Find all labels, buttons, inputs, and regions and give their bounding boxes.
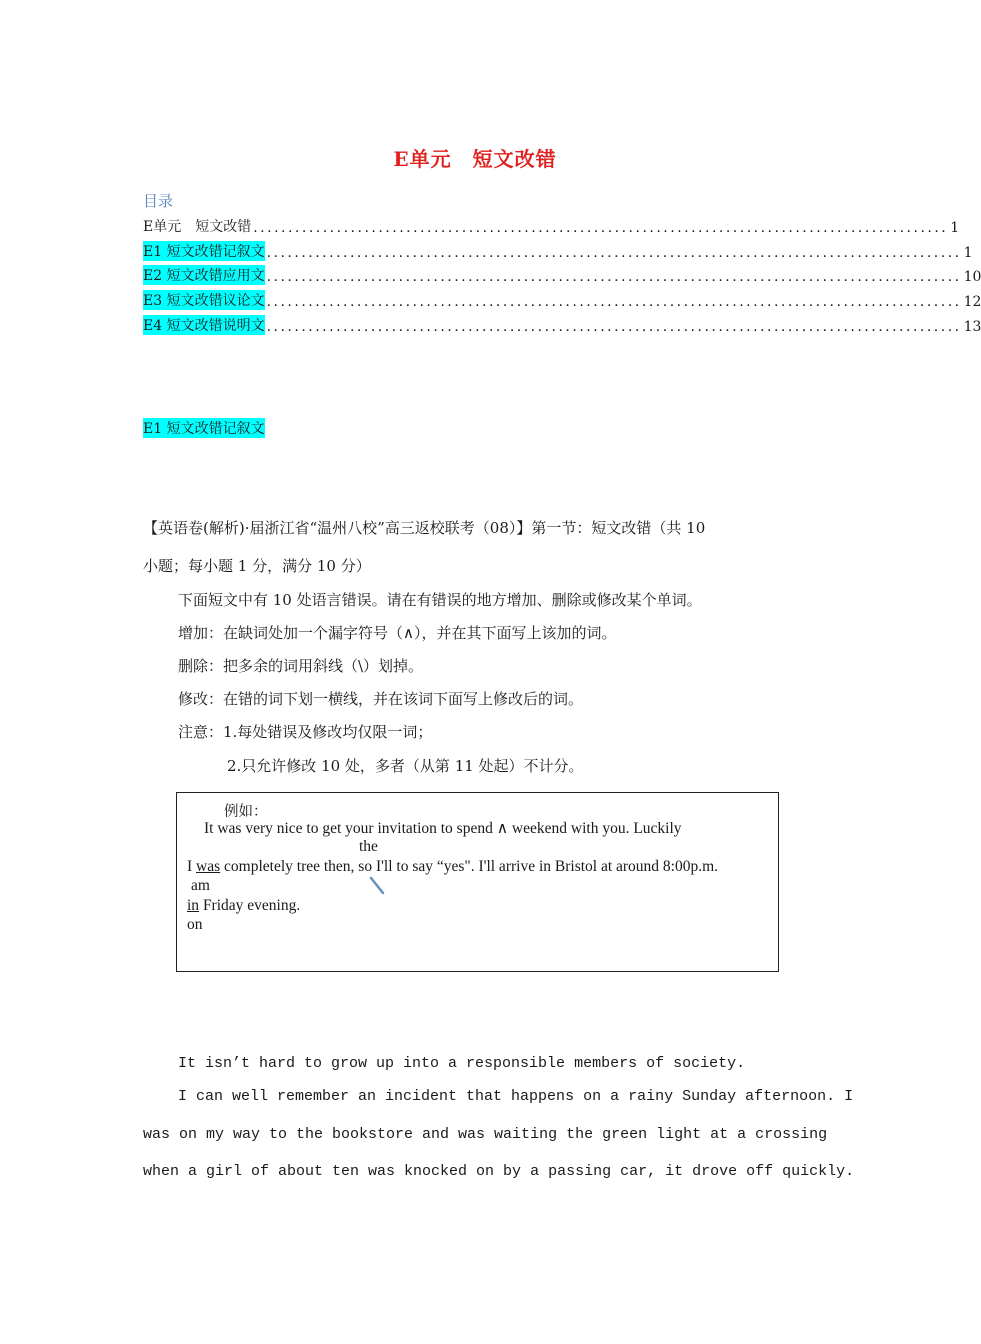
passage-line: It isn’t hard to grow up into a responsible members of society. [178, 1055, 746, 1072]
example-line [187, 897, 300, 915]
source-line: 【英语卷(解析)·届浙江省“温州八校”高三返校联考（08）】第一节：短文改错（共 10 [143, 519, 706, 537]
toc-leader: .................................................................................................... [266, 294, 962, 310]
toc-entry[interactable] [143, 288, 981, 310]
toc-entry-label: E2 短文改错应用文 [143, 265, 265, 285]
instruction-modify: 修改：在错的词下划一横线，并在该词下面写上修改后的词。 [178, 690, 584, 708]
instruction-note: 注意：1.每处错误及修改均仅限一词； [178, 723, 433, 741]
passage-line: when a girl of about ten was knocked on by a passing car, it drove off quickly. [143, 1163, 855, 1180]
toc-heading: 目录 [143, 192, 174, 210]
example-text: completely tree then, so I'll to say “yes". I'll arrive in Bristol at around 8:00p.m. [220, 858, 719, 875]
toc-entry[interactable] [143, 263, 981, 285]
passage-line: was on my way to the bookstore and was waiting the green light at a crossing [143, 1126, 828, 1143]
toc-entry-label: E4 短文改错说明文 [143, 315, 265, 335]
toc-entry-label: E单元 短文改错 [143, 219, 252, 235]
example-line: It was very nice to get your invitation to spend ∧ weekend with you. Luckily [204, 820, 682, 837]
source-line: 小题；每小题 1 分，满分 10 分） [143, 557, 371, 575]
toc-entry-page: 12 [963, 294, 981, 310]
toc-entry-label: E3 短文改错议论文 [143, 290, 265, 310]
toc-entry-page: 1 [963, 245, 973, 261]
example-error-word: was [196, 858, 221, 875]
example-line [187, 858, 718, 876]
toc-entry-page: 10 [963, 269, 981, 285]
toc-leader: .................................................................................................... [266, 269, 962, 285]
example-error-word: in [187, 897, 200, 914]
toc-entry-page: 13 [963, 319, 981, 335]
example-correction: the [359, 838, 378, 855]
example-box [176, 792, 779, 972]
example-text: I [187, 858, 197, 875]
toc-leader: .................................................................................................... [266, 319, 962, 335]
toc-entry-page: 1 [950, 220, 960, 236]
toc-entry-label: E1 短文改错记叙文 [143, 241, 265, 261]
deletion-slash-icon [369, 876, 385, 896]
toc-leader: .................................................................................................... [253, 220, 949, 236]
instruction-delete: 删除：把多余的词用斜线（\）划掉。 [178, 657, 424, 675]
page-title: E单元 短文改错 [393, 147, 557, 171]
toc-entry[interactable] [143, 313, 981, 335]
example-correction: on [187, 916, 203, 933]
example-text: Friday evening. [199, 897, 301, 914]
instruction-add: 增加：在缺词处加一个漏字符号（∧），并在其下面写上该加的词。 [178, 624, 617, 642]
passage-line: I can well remember an incident that happens on a rainy Sunday afternoon. I [178, 1088, 854, 1105]
toc-leader: .................................................................................................... [266, 245, 962, 261]
toc-entry[interactable] [143, 239, 973, 261]
example-correction: am [191, 877, 210, 894]
toc-entry[interactable] [143, 214, 960, 236]
instruction-intro: 下面短文中有 10 处语言错误。请在有错误的地方增加、删除或修改某个单词。 [178, 591, 702, 609]
instruction-note: 2.只允许修改 10 处，多者（从第 11 处起）不计分。 [227, 757, 584, 775]
example-label: 例如： [224, 804, 268, 820]
section-heading: E1 短文改错记叙文 [143, 418, 265, 438]
